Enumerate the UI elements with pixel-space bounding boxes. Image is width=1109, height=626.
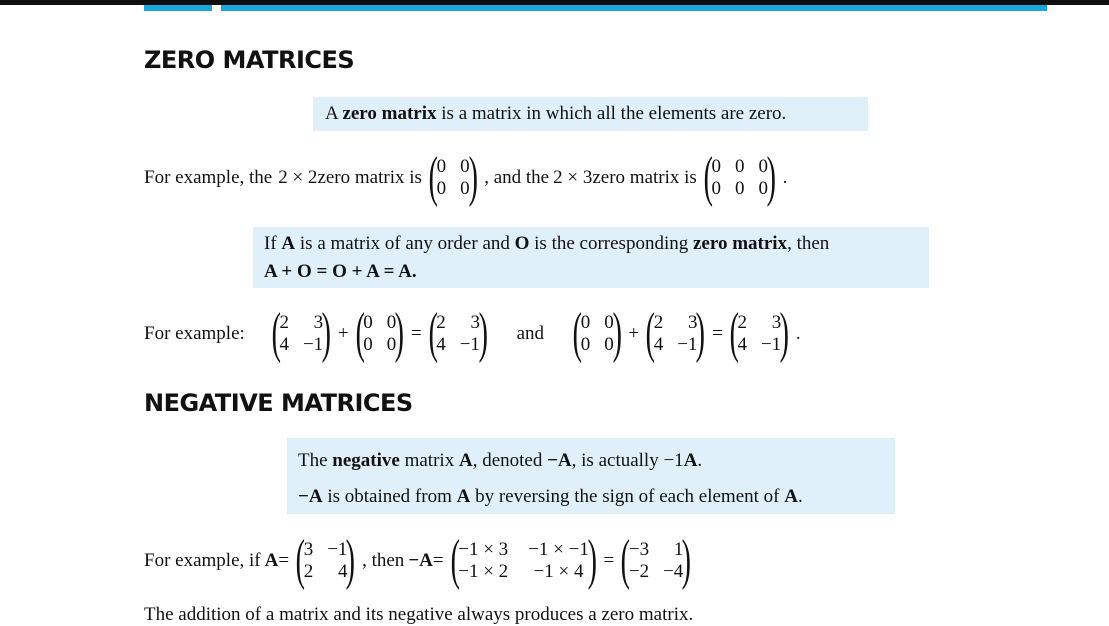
matrix-negation-steps: ( −1 × 3 −1 × −1 −1 × 2 −1 × 4 )	[450, 529, 597, 592]
matrix-a: ( 2 3 4 −1 )	[428, 302, 488, 365]
progress-segment	[221, 5, 1047, 11]
matrix-o: ( 0 0 0 0 )	[355, 302, 405, 365]
matrix-a: ( 2 3 4 −1 )	[729, 302, 790, 365]
matrix-2x3-zero: ( 0 0 0 0 0 0 )	[703, 146, 776, 209]
zero-example-line: For example, the 2 × 2 zero matrix is ( 0 0 0 0 ) , and the 2 × 3 zero matrix is ( 0 0 0 0 0 0 ) .	[144, 146, 788, 209]
negative-definition-box: The negative matrix A, denoted −A, is actually −1A. −A is obtained from A by reversing the sign of each element of A.	[287, 438, 895, 514]
section-heading-zero: ZERO MATRICES	[144, 46, 355, 74]
zero-definition-box: A zero matrix is a matrix in which all the elements are zero.	[313, 97, 868, 131]
zero-identity-box: If A is a matrix of any order and O is the corresponding zero matrix, then A + O = O + A = A.	[253, 227, 929, 288]
matrix-negative-result: ( −3 1 −2 −4 )	[620, 529, 692, 592]
matrix-o: ( 0 0 0 0 )	[572, 302, 622, 365]
matrix-a: ( 2 3 4 −1 )	[645, 302, 706, 365]
matrix-a: ( 2 3 4 −1 )	[271, 302, 332, 365]
zero-addition-example: For example: ( 2 3 4 −1 ) + ( 0 0 0 0 ) = ( 2 3 4 −1 ) and ( 0 0 0 0 ) + ( 2 3 4 −1 ) = ( 2 3 4 −1 ) .	[144, 302, 801, 365]
matrix-2x2-zero: ( 0 0 0 0 )	[428, 146, 478, 209]
negative-example-line: For example, if A = ( 3 −1 2 4 ) , then −A = ( −1 × 3 −1 × −1 −1 × 2 −1 × 4 ) = ( −3 1 −2 −4 )	[144, 533, 698, 589]
progress-segment	[144, 5, 212, 11]
negative-note: The addition of a matrix and its negative always produces a zero matrix.	[144, 604, 694, 625]
section-heading-negative: NEGATIVE MATRICES	[144, 389, 413, 417]
matrix-a-example: ( 3 −1 2 4 )	[295, 529, 356, 592]
